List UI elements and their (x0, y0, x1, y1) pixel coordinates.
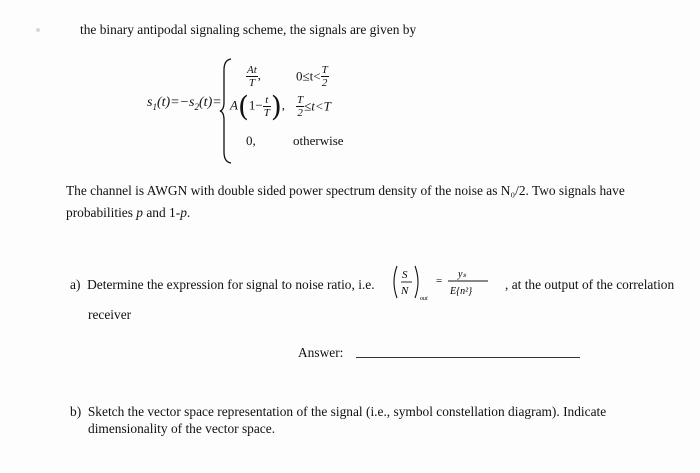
case3-condition: otherwise (293, 133, 344, 148)
question-b-label: b) (70, 404, 82, 419)
case2-A: A (230, 97, 238, 113)
channel-p: p (136, 205, 143, 220)
case1-expression: $\frac{At}{T}$ , (247, 64, 262, 89)
question-a-label: a) (70, 277, 81, 292)
question-b (70, 404, 606, 420)
case2-cond-num: T (297, 94, 304, 106)
question-a-text: Determine the expression for signal to noise ratio, i.e. (87, 277, 375, 292)
case3-expression: 0, (246, 133, 256, 148)
question-a-tail: , at the output of the correlation (505, 277, 675, 292)
channel-line-1: The channel is AWGN with double sided power spectrum density of the noise as N₀/2. Two signals have (66, 183, 625, 198)
case1-den: T (248, 77, 255, 89)
lhs-s1: s (147, 95, 153, 110)
question-b-line2: dimensionality of the vector space. (88, 421, 276, 436)
case2-condition (296, 94, 331, 119)
channel-line-2-mid: and 1- (143, 205, 181, 220)
case2-expression: A(1− $\frac{t}{T}$ ), (230, 90, 286, 123)
snr-n: N (401, 285, 409, 297)
snr-den: E{n²} (450, 286, 473, 297)
equation-lhs (147, 95, 222, 112)
case2-num: t (263, 94, 271, 107)
channel-p2: p (180, 205, 187, 220)
answer-label: Answer: (298, 345, 344, 360)
lhs-end: (t)= (199, 95, 222, 110)
case1-cond-fraction (321, 64, 329, 89)
case1-cond-left: 0≤t< (296, 68, 321, 84)
channel-line-2 (66, 205, 190, 221)
lhs-sub2: 2 (194, 101, 200, 112)
case2-cond-den: 2 (297, 107, 303, 119)
margin-mark (36, 28, 40, 32)
question-a-line2: receiver (88, 307, 132, 322)
case2-fraction (263, 94, 271, 119)
case2-cond-fraction (296, 94, 304, 119)
lhs-mid: (t)=−s (156, 95, 195, 110)
case2-den: T (263, 107, 270, 119)
snr-expression (392, 262, 502, 302)
channel-line-2-end: . (186, 205, 191, 220)
channel-line-2-pre: probabilities (66, 205, 137, 220)
case1-cond-num: T (321, 64, 328, 76)
question-a (70, 277, 375, 293)
snr-s: S (402, 269, 408, 281)
case1-cond-den: 2 (321, 77, 328, 89)
case2-one: 1− (248, 97, 263, 113)
question-b-line1: Sketch the vector space representation of the signal (i.e., symbol constellation diagram). Indicate (87, 404, 607, 419)
answer-blank[interactable] (356, 357, 580, 358)
svg-text:=: = (436, 275, 443, 287)
case1-fraction (246, 64, 258, 89)
snr-num: yₛ (458, 269, 467, 280)
intro-text: the binary antipodal signaling scheme, the signals are given by (80, 22, 417, 37)
case1-num: At (247, 64, 257, 76)
snr-sub: out (420, 296, 428, 302)
case2-cond-right: ≤t<T (304, 98, 331, 114)
case1-condition (296, 64, 329, 89)
lhs-sub1: 1 (152, 101, 157, 112)
